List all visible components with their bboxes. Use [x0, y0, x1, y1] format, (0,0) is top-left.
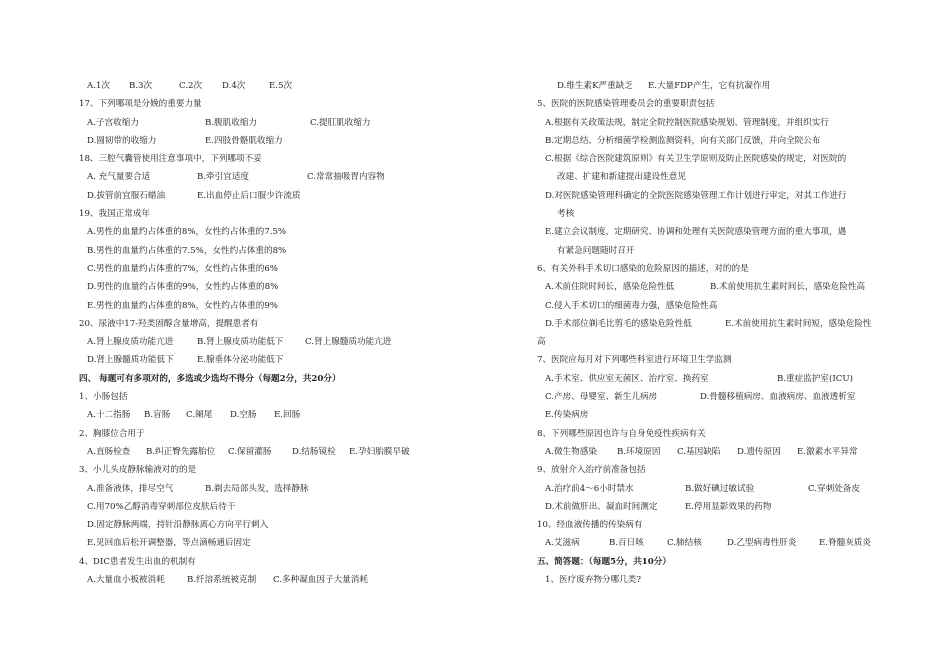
q19-option-c: C.男性的血量约占体重的7%，女性约占体重的6% [87, 263, 278, 274]
m9-options-row1 [537, 480, 917, 498]
option: A.术前住院时间长，感染危险性低 [545, 282, 675, 293]
m8-options [537, 443, 917, 461]
option: C.基因缺陷 [677, 446, 721, 457]
option: A.1次 [87, 81, 110, 91]
option: B.环境原因 [617, 446, 661, 457]
option: D.圆韧带的收缩力 [87, 135, 157, 146]
option: E.回肠 [274, 410, 301, 421]
option: A.治疗前4～6小时禁水 [545, 483, 634, 494]
option: C.穿刺处备皮 [808, 483, 860, 494]
multi-question-4: 4、DIC患者发生出血的机制有 [79, 556, 196, 567]
option: E.四肢骨骼肌收缩力 [205, 135, 283, 146]
option: D.拔管前宜服石蜡油 [87, 190, 166, 201]
option: D.结肠镜检 [292, 446, 336, 457]
option: B.牵引宜适度 [197, 172, 250, 183]
question-19: 19、我国正常成年 [79, 209, 151, 220]
option: C.多种凝血因子大量消耗 [273, 575, 368, 586]
question-17: 17、下列哪项是分娩的重要力量 [79, 99, 202, 110]
question-18: 18、三腔气囊管使用注意事项中，下列哪项不妥 [79, 154, 262, 165]
option: B.盲肠 [144, 410, 171, 421]
multi-question-7: 7、医院应每月对下列哪些科室进行环境卫生学监测 [537, 355, 732, 366]
option: E.孕妇胎膜早破 [349, 446, 410, 457]
m6-options-row2 [537, 315, 917, 333]
option: C.肾上腺髓质功能亢进 [305, 337, 392, 348]
multi-question-5: 5、医院的医院感染管理委员会的重要职责包括 [537, 99, 715, 110]
option: A.肾上腺皮质功能亢进 [87, 337, 174, 348]
section-5-heading: 五、简答题：（每题5分，共10分） [537, 556, 671, 567]
m5-option-c: C.根据《综合医院建筑原则》有关卫生学原则及防止医院感染的规定，对医院的 [545, 154, 847, 165]
m7-options-row2 [537, 388, 917, 406]
m6-options-row1 [537, 278, 917, 296]
q17-options-row2 [79, 132, 479, 150]
m5-option-b: B.定期总结、分析细菌学检测监测资料，向有关部门反馈，并向全院公布 [545, 135, 821, 146]
q16-options [79, 77, 479, 95]
option: E.脊髓灰质炎 [819, 538, 871, 549]
q18-options-row1 [79, 168, 479, 186]
m3-option-d: D.固定静脉两端，持针沿静脉离心方向平行刺入 [87, 520, 269, 531]
option: B.术前使用抗生素时间长，感染危险性高 [710, 282, 866, 293]
option: A.直肠检查 [87, 446, 131, 457]
short-question-1: 1、医疗废弃物分哪几类? [545, 575, 642, 586]
option: A.准备液体，排尽空气 [87, 483, 174, 494]
m4-options-row1 [79, 571, 479, 589]
option: B.肾上腺皮质功能低下 [197, 337, 284, 348]
left-column [79, 77, 479, 589]
multi-question-8: 8、下列哪些原因也许与自身免疫性疾病有关 [537, 428, 706, 439]
m5-option-d-cont: 考核 [557, 209, 575, 220]
m3-options-row1 [79, 480, 479, 498]
option: A.微生物感染 [545, 446, 597, 457]
m7-options-row1 [537, 370, 917, 388]
m6-option-c: C.侵入手术切口的细菌毒力强，感染危险性高 [545, 300, 718, 311]
option: C.保留灌肠 [228, 446, 272, 457]
m7-option-e: E.传染病房 [545, 410, 589, 421]
option: C.提肛肌收缩力 [310, 117, 371, 128]
option: B.纠正臀先露胎位 [146, 446, 216, 457]
option: C.阑尾 [186, 410, 213, 421]
option: D.遗传原因 [737, 446, 781, 457]
option: E.5次 [269, 81, 293, 91]
m4-options-row2 [537, 77, 917, 95]
option: A.大量血小板被消耗 [87, 575, 165, 586]
option: C.2次 [179, 81, 203, 91]
option: D.4次 [222, 81, 246, 91]
option: A.手术室、供应室无菌区、治疗室、换药室 [545, 373, 709, 384]
option: B.百日咳 [609, 538, 644, 549]
multi-question-10: 10、经血液传播的传染病有 [537, 520, 643, 531]
option: A.十二指肠 [87, 410, 131, 421]
q20-options-row1 [79, 333, 479, 351]
option: E.腺垂体分泌功能低下 [197, 355, 284, 366]
q19-option-a: A.男性的血量约占体重的8%，女性约占体重的7.5% [87, 227, 287, 238]
m10-options [537, 534, 917, 552]
right-column [537, 77, 917, 589]
multi-question-3: 3、小儿头皮静脉输液对的的是 [79, 465, 197, 476]
q19-option-b: B.男性的血量约占体重的7.5%，女性约占体重的8% [87, 245, 287, 256]
option: E.大量FDP产生，它有抗凝作用 [648, 81, 771, 91]
m6-option-e-cont: 高 [537, 337, 546, 348]
option: C.常常抽吸胃内容物 [307, 172, 385, 183]
option: D.乙型病毒性肝炎 [727, 538, 797, 549]
option: E.停用显影效果的药物 [685, 501, 772, 512]
option: E.术前使用抗生素时间短，感染危险性 [725, 318, 872, 329]
m5-option-e: E.建立会议制度，定期研究、协调和处理有关医院感染管理方面的重大事项，遇 [545, 227, 847, 238]
q20-options-row2 [79, 351, 479, 369]
option: D.手术部位剃毛比剪毛的感染危险性低 [545, 318, 692, 329]
q17-options-row1 [79, 114, 479, 132]
option: B.剃去局部头发，选择静脉 [205, 483, 309, 494]
m3-option-e: E.见回血后松开调整器，等点滴畅通后固定 [87, 538, 251, 549]
m5-option-c-cont: 改建、扩建和新建提出建设性意见 [557, 172, 686, 183]
m2-options [79, 443, 479, 461]
option: D.肾上腺髓质功能低下 [87, 355, 174, 366]
option: B.腹肌收缩力 [205, 117, 258, 128]
m5-option-e-cont: 有紧急问题随时召开 [557, 245, 635, 256]
option: D.空肠 [230, 410, 257, 421]
option: E.激素水平异常 [797, 446, 858, 457]
question-20: 20、尿液中17-羟类固醇含量增高，提醒患者有 [79, 318, 259, 329]
m1-options [79, 406, 479, 424]
m9-options-row2 [537, 498, 917, 516]
option: B.纤溶系统被克制 [187, 575, 257, 586]
m5-option-a: A.根据有关政策法规，制定全院控制医院感染规划、管理制度，并组织实行 [545, 117, 829, 128]
option: B.做好碘过敏试验 [685, 483, 755, 494]
m5-option-d: D.对医院感染管理科确定的全院医院感染管理工作计划进行审定，对其工作进行 [545, 190, 847, 201]
m3-option-c: C.用70%乙醇消毒穿刺部位皮肤后待干 [87, 501, 236, 512]
option: C.肺结核 [667, 538, 702, 549]
q19-option-e: E.男性的血量约占体重的8%，女性约占体重的9% [87, 300, 278, 311]
section-4-heading: 四、 每题可有多项对的，多选或少选均不得分（每题2分，共20分） [79, 373, 341, 384]
option: B.3次 [129, 81, 153, 91]
q18-options-row2 [79, 187, 479, 205]
option: D.维生素K严重缺乏 [557, 81, 633, 91]
option: A.子宫收缩力 [87, 117, 139, 128]
option: A. 充气量要合适 [87, 172, 151, 183]
multi-question-1: 1、小肠包括 [79, 392, 128, 403]
option: D.骨髓移植病房、血液病房、血液透析室 [700, 392, 856, 403]
multi-question-9: 9、放射介入治疗前准备包括 [537, 465, 646, 476]
option: B.重症监护室(ICU) [777, 373, 853, 384]
option: D.术前做肝出、凝血时间测定 [545, 501, 658, 512]
multi-question-6: 6、有关外科手术切口感染的危险原因的描述，对的的是 [537, 263, 749, 274]
multi-question-2: 2、胸膝位合用于 [79, 428, 145, 439]
q19-option-d: D.男性的血量约占体重的9%，女性约占体重的8% [87, 282, 279, 293]
option: A.艾滋病 [545, 538, 580, 549]
option: E.出血停止后口服少许流质 [197, 190, 301, 201]
option: C.产房、母婴室、新生儿病房 [545, 392, 658, 403]
